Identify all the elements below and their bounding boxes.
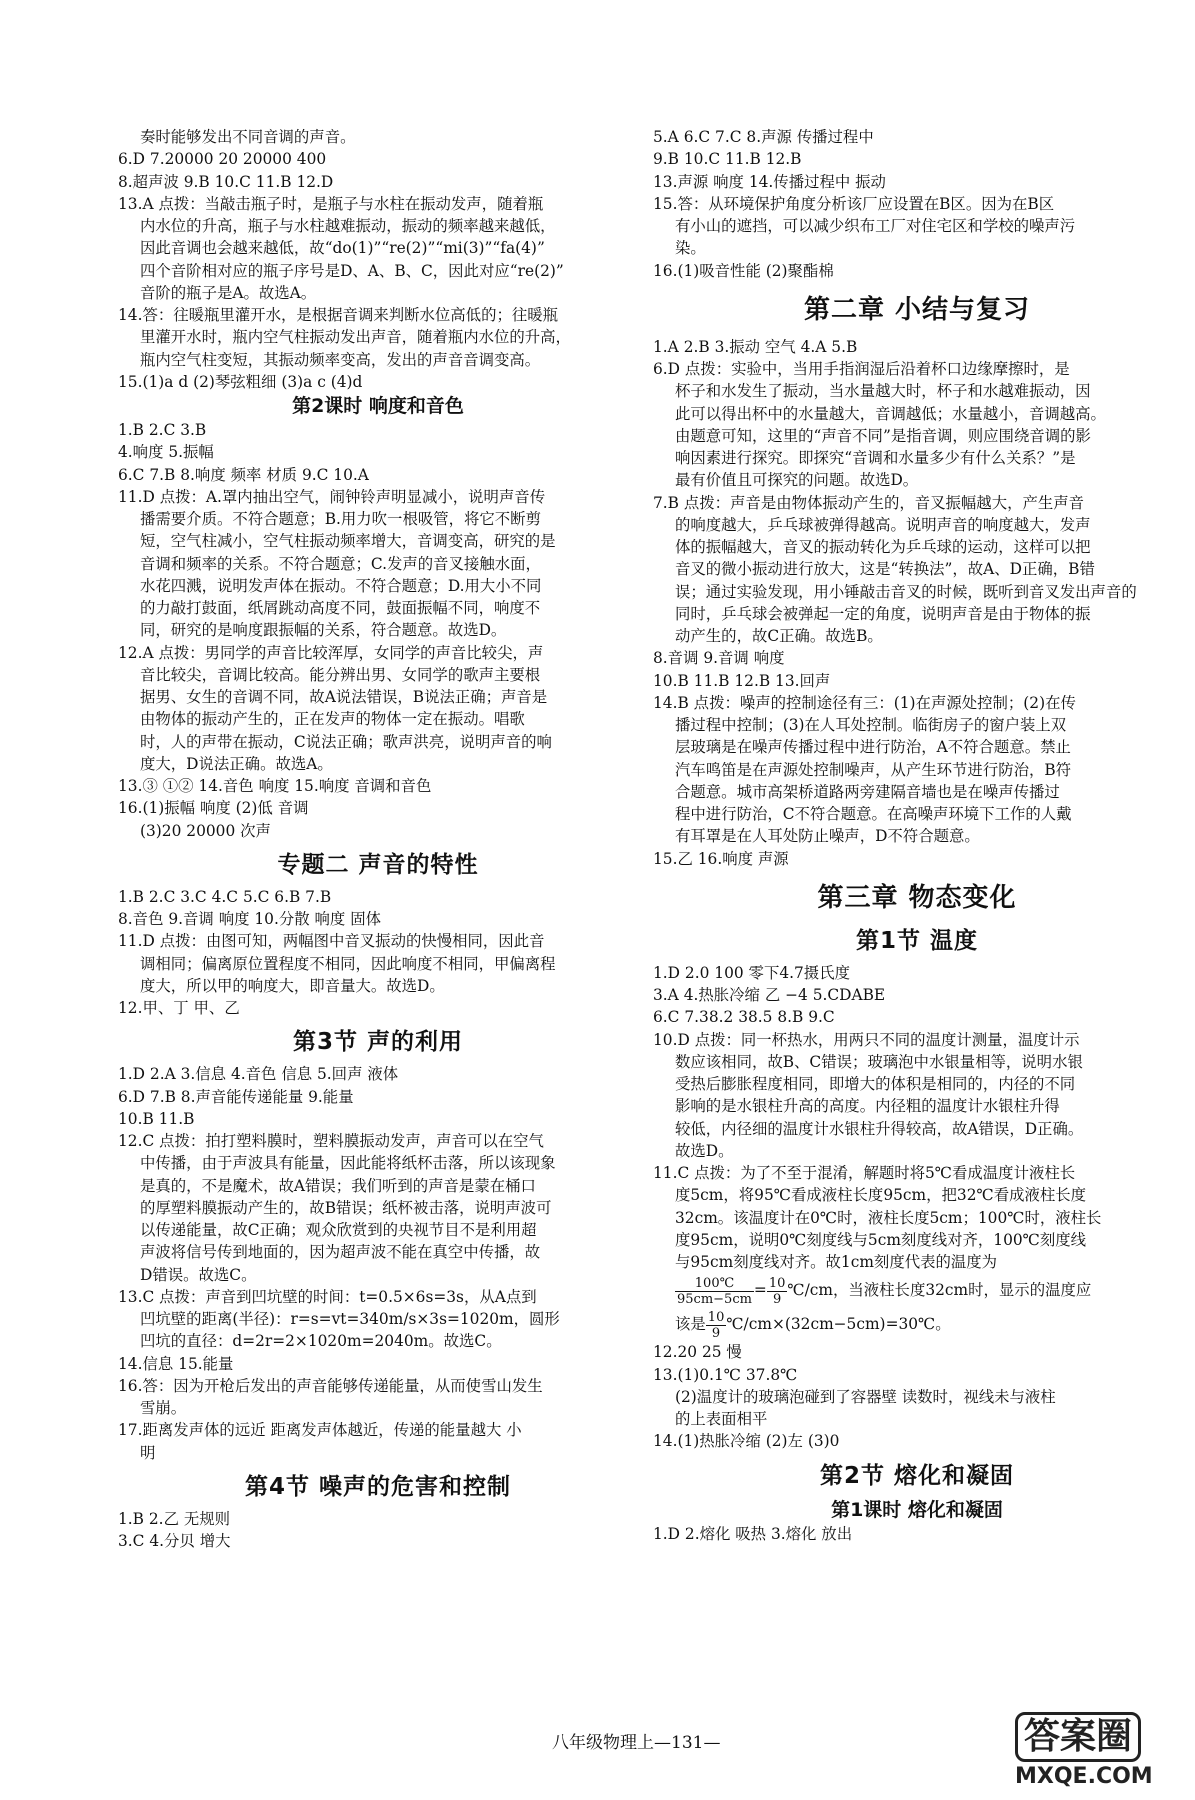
answer-line: 11.D 点拨：A.罩内抽出空气，闹钟铃声明显减小，说明声音传: [118, 487, 546, 506]
answer-line: 受热后膨胀程度相同，即增大的体积是相同的，内径的不同: [675, 1075, 1076, 1093]
answer-line: 14.B 点拨：噪声的控制途径有三：(1)在声源处控制；(2)在传: [653, 693, 1076, 712]
answer-line: 与95cm刻度线对齐。故1cm刻度代表的温度为: [675, 1253, 998, 1271]
answer-line: 里灌开水时，瓶内空气柱振动发出声音，随着瓶内水位的升高，: [140, 328, 571, 347]
answer-line: 内水位的升高，瓶子与水柱越难振动，振动的频率越来越低，: [140, 217, 556, 235]
answer-line: 层玻璃是在噪声传播过程中进行防治，A不符合题意。禁止: [675, 738, 1071, 757]
answer-line: 因此音调也会越来越低，故“do(1)”“re(2)”“mi(3)”“fa(4)”: [140, 239, 545, 258]
answer-line: 同时，乒乓球会被弹起一定的角度，说明声音是由于物体的振: [675, 604, 1091, 623]
answer-line: 杯子和水发生了振动，当水量越大时，杯子和水越难振动，因: [675, 382, 1091, 401]
answer-line: 6.D 7.20000 20 20000 400: [118, 150, 327, 169]
answer-line: 11.C 点拨：为了不至于混淆，解题时将5℃看成温度计液柱长: [653, 1164, 1076, 1182]
answer-line: 播需要介质。不符合题意；B.用力吹一根吸管，将它不断剪: [140, 510, 541, 528]
fraction: $\frac{10}{9}$: [768, 1275, 786, 1307]
answer-line: 时，人的声带在振动，C说法正确；歌声洪亮，说明声音的响: [140, 732, 552, 751]
answer-line: 5.A 6.C 7.C 8.声源 传播过程中: [653, 128, 874, 146]
logo-site: MXQE.COM: [1015, 1764, 1153, 1789]
answer-line: 据男、女生的音调不同，故A说法错误，B说法正确；声音是: [140, 688, 548, 706]
answer-line: 度95cm，说明0℃刻度线与5cm刻度线对齐，100℃刻度线: [675, 1230, 1087, 1249]
answer-line: 汽车鸣笛是在声源处控制噪声，从产生环节进行防治，B符: [675, 760, 1072, 779]
answer-line: 的响度越大，乒乓球被弹得越高。说明声音的响度越大，发声: [675, 515, 1091, 534]
answer-line: 6.D 点拨：实验中，当用手指润湿后沿着杯口边缘摩擦时，是: [653, 360, 1070, 378]
answer-line: 音叉的微小振动进行放大，这是“转换法”，故A、D正确，B错: [675, 560, 1095, 579]
answers-block: [118, 1063, 638, 1464]
answer-line: 1.B 2.乙 无规则: [118, 1509, 231, 1528]
answer-line: 由题意可知，这里的“声音不同”是指音调，则应围绕音调的影: [675, 426, 1091, 445]
answer-line: 度5cm，将95℃看成液柱长度95cm，把32℃看成液柱长度: [675, 1186, 1087, 1205]
answer-line: 影响的是水银柱升高的高度。内径粗的温度计水银柱升得: [675, 1097, 1060, 1116]
topic-heading: 专题二 声音的特性: [277, 851, 479, 878]
answer-line: 9.B 10.C 11.B 12.B: [653, 150, 802, 169]
answer-line: 误；通过实验发现，用小锤敲击音叉的时候，既听到音叉发出声音的: [675, 582, 1137, 601]
answer-line: 10.D 点拨：同一杯热水，用两只不同的温度计测量，温度计示: [653, 1030, 1080, 1049]
answer-line: 动产生的，故C正确。故选B。: [675, 627, 883, 645]
answer-line: 10.B 11.B 12.B 13.回声: [653, 671, 831, 690]
answer-line: 14.答：往暖瓶里灌开水，是根据音调来判断水位高低的；往暖瓶: [118, 306, 559, 324]
logo-mark: 答案圈: [1015, 1712, 1141, 1762]
section-heading: 第2节 熔化和凝固: [819, 1462, 1014, 1489]
answer-line: 12.甲、丁 甲、乙: [118, 999, 240, 1017]
answer-line: (3)20 20000 次声: [140, 821, 271, 840]
left-column: [118, 126, 638, 1552]
answer-line: 15.乙 16.响度 声源: [653, 849, 789, 868]
answer-line: 明: [140, 1443, 156, 1462]
answers-block: [653, 126, 1181, 282]
lesson-heading: 第2课时 响度和音色: [292, 395, 464, 417]
fraction: $\frac{100℃}{95cm-5cm}$: [677, 1275, 752, 1307]
answer-line: 13.C 点拨：声音到凹坑壁的时间：t=0.5×6s=3s，从A点到: [118, 1287, 537, 1306]
answer-line: 有小山的遮挡，可以减少织布工厂对住宅区和学校的噪声污: [675, 217, 1076, 235]
answer-line: 程中进行防治，C不符合题意。在高噪声环境下工作的人戴: [675, 805, 1072, 823]
answer-line: 6.C 7.38.2 38.5 8.B 9.C: [653, 1008, 835, 1027]
answer-line: 同，研究的是响度跟振幅的关系，符合题意。故选D。: [140, 621, 507, 640]
fraction-line: 该是 $\frac{10}{9}$ ℃/cm×(32cm−5cm)=30℃。: [675, 1309, 951, 1341]
answer-line: 15.答：从环境保护角度分析该厂应设置在B区。因为在B区: [653, 194, 1055, 213]
answer-line: 12.A 点拨：男同学的声音比较浑厚，女同学的声音比较尖，声: [118, 643, 544, 662]
answer-line: 体的振幅越大，音叉的振动转化为乒乓球的运动，这样可以把: [675, 538, 1091, 556]
answer-line: 的力敲打鼓面，纸屑跳动高度不同，鼓面振幅不同，响度不: [140, 599, 541, 617]
answers-block: [653, 336, 1181, 870]
answer-line: 4.响度 5.振幅: [118, 443, 214, 462]
answer-line: 调相同；偏离原位置程度不相同，因此响度不相同，甲偏离程: [140, 954, 556, 973]
answer-line: 最有价值且可探究的问题。故选D。: [675, 471, 919, 490]
answer-line: 32cm。该温度计在0℃时，液柱长度5cm；100℃时，液柱长: [675, 1208, 1102, 1227]
answer-line: 8.超声波 9.B 10.C 11.B 12.D: [118, 172, 334, 191]
answer-line: 8.音调 9.音调 响度: [653, 649, 785, 668]
answer-line: 1.D 2.0 100 零下4.7摄氏度: [653, 963, 850, 982]
answer-line: 14.信息 15.能量: [118, 1354, 234, 1373]
answer-line: (2)温度计的玻璃泡碰到了容器壁 读数时，视线未与液柱: [675, 1387, 1056, 1406]
answer-line: 13.(1)0.1℃ 37.8℃: [653, 1365, 798, 1384]
answer-line: 12.C 点拨：拍打塑料膜时，塑料膜振动发声，声音可以在空气: [118, 1132, 544, 1150]
answer-line: 1.D 2.熔化 吸热 3.熔化 放出: [653, 1524, 853, 1543]
answer-line: 瓶内空气柱变短，其振动频率变高，发出的声音音调变高。: [140, 350, 541, 369]
answer-line: 雪崩。: [140, 1399, 187, 1417]
page-footer: 八年级物理上—131—: [552, 1733, 721, 1753]
answer-line: 较低，内径细的温度计水银柱升得较高，故A错误，D正确。: [675, 1119, 1084, 1138]
right-column: [653, 126, 1181, 1545]
answer-line: 度大，D说法正确。故选A。: [140, 754, 333, 773]
answers-block: [653, 962, 1181, 1274]
answers-block: [653, 1523, 1181, 1545]
answer-line: 16.(1)振幅 响度 (2)低 音调: [118, 799, 309, 818]
answers-block: [118, 419, 638, 842]
answer-line: 13.A 点拨：当敲击瓶子时，是瓶子与水柱在振动发声，随着瓶: [118, 194, 544, 213]
answer-line: 染。: [675, 239, 706, 258]
answer-line: 16.答：因为开枪后发出的声音能够传递能量，从而使雪山发生: [118, 1376, 543, 1395]
answer-line: 音比较尖，音调比较高。能分辨出男、女同学的歌声主要根: [140, 665, 541, 684]
answer-line: 1.B 2.C 3.B: [118, 421, 207, 439]
answer-line: 音阶的瓶子是A。故选A。: [140, 283, 317, 302]
answer-line: 3.A 4.热胀冷缩 乙 −4 5.CDABE: [653, 986, 886, 1004]
answers-block: [653, 1341, 1181, 1452]
answer-line: 水花四溅，说明发声体在振动。不符合题意；D.用大小不同: [140, 576, 542, 595]
answer-line: 15.(1)a d (2)琴弦粗细 (3)a c (4)d: [118, 372, 363, 391]
answer-line: 6.D 7.B 8.声音能传递能量 9.能量: [118, 1087, 354, 1106]
section-heading: 第4节 噪声的危害和控制: [244, 1473, 511, 1500]
fraction: $\frac{10}{9}$: [707, 1309, 725, 1341]
answer-line: 度大，所以甲的响度大，即音量大。故选D。: [140, 976, 445, 995]
answer-line: 中传播，由于声波具有能量，因此能将纸杯击落，所以该现象: [140, 1154, 556, 1173]
answer-line: 是真的，不是魔术，故A错误；我们听到的声音是蒙在桶口: [140, 1176, 536, 1195]
lesson-heading: 第1课时 熔化和凝固: [831, 1498, 1003, 1521]
answer-line: 数应该相同，故B、C错误；玻璃泡中水银量相等，说明水银: [675, 1052, 1083, 1071]
answer-line: 17.距离发声体的远近 距离发声体越近，传递的能量越大 小: [118, 1421, 522, 1440]
answer-line: 7.B 点拨：声音是由物体振动产生的，音叉振幅越大，产生声音: [653, 493, 1085, 512]
watermark-logo: [1015, 1712, 1165, 1792]
answer-line: 13.③ ①② 14.音色 响度 15.响度 音调和音色: [118, 777, 432, 795]
fraction-line: $\frac{100℃}{95cm-5cm}$ = $\frac{10}{9}$ ℃/cm，当液柱长度32cm时，显示的温度应: [677, 1275, 1092, 1307]
answer-line: 奏时能够发出不同音调的声音。: [140, 128, 356, 146]
answer-line: 有耳罩是在人耳处防止噪声，D不符合题意。: [675, 827, 980, 846]
answer-line: 16.(1)吸音性能 (2)聚酯棉: [653, 261, 834, 280]
answers-block: [118, 886, 638, 1020]
answer-line: 8.音色 9.音调 响度 10.分散 响度 固体: [118, 910, 381, 928]
answer-line: 四个音阶相对应的瓶子序号是D、A、B、C，因此对应“re(2)”: [140, 261, 564, 280]
answer-line: 10.B 11.B: [118, 1109, 195, 1128]
chapter-heading: 第三章 物态变化: [817, 882, 1017, 913]
answers-block: [118, 1508, 638, 1553]
answer-line: D错误。故选C。: [140, 1265, 257, 1284]
answer-line: 以传递能量，故C正确；观众欣赏到的央视节目不是利用超: [140, 1221, 537, 1239]
chapter-heading: 第二章 小结与复习: [803, 294, 1031, 325]
answer-line: 声波将信号传到地面的，因为超声波不能在真空中传播，故: [140, 1243, 541, 1262]
answer-line: 的厚塑料膜振动产生的，故B错误；纸杯被击落，说明声波可: [140, 1198, 552, 1217]
answer-line: 13.声源 响度 14.传播过程中 振动: [653, 172, 886, 191]
answer-line: 合题意。城市高架桥道路两旁建隔音墙也是在噪声传播过: [675, 782, 1060, 801]
answer-line: 音调和频率的关系。不符合题意；C.发声的音叉接触水面，: [140, 554, 541, 573]
answer-line: 6.C 7.B 8.响度 频率 材质 9.C 10.A: [118, 465, 369, 484]
section-heading: 第3节 声的利用: [292, 1029, 463, 1056]
answer-line: 故选D。: [675, 1141, 734, 1160]
answer-line: 播过程中控制；(3)在人耳处控制。临街房子的窗户装上双: [675, 716, 1067, 734]
answer-line: 凹坑的直径：d=2r=2×1020m=2040m。故选C。: [140, 1332, 502, 1351]
answer-line: 1.D 2.A 3.信息 4.音色 信息 5.回声 液体: [118, 1065, 399, 1084]
answer-line: 1.B 2.C 3.C 4.C 5.C 6.B 7.B: [118, 887, 332, 906]
section-heading: 第1节 温度: [855, 927, 978, 954]
answer-line: 12.20 25 慢: [653, 1343, 742, 1362]
answer-line: 响因素进行探究。即探究“音调和水量多少有什么关系？”是: [675, 449, 1076, 467]
answer-line: 凹坑壁的距离(半径)：r=s=vt=340m/s×3s=1020m，圆形: [140, 1310, 560, 1328]
answer-line: 此可以得出杯中的水量越大，音调越低；水量越小，音调越高。: [675, 404, 1106, 423]
answer-line: 的上表面相平: [675, 1410, 768, 1428]
answer-line: 由物体的振动产生的，正在发声的物体一定在振动。唱歌: [140, 710, 525, 729]
answer-line: 11.D 点拨：由图可知，两幅图中音叉振动的快慢相同，因此音: [118, 932, 545, 951]
answer-line: 14.(1)热胀冷缩 (2)左 (3)0: [653, 1432, 840, 1451]
answer-line: 3.C 4.分贝 增大: [118, 1532, 231, 1550]
answers-block: [118, 126, 638, 393]
answer-line: 1.A 2.B 3.振动 空气 4.A 5.B: [653, 337, 858, 356]
answer-line: 短，空气柱减小，空气柱振动频率增大，音调变高，研究的是: [140, 532, 556, 551]
